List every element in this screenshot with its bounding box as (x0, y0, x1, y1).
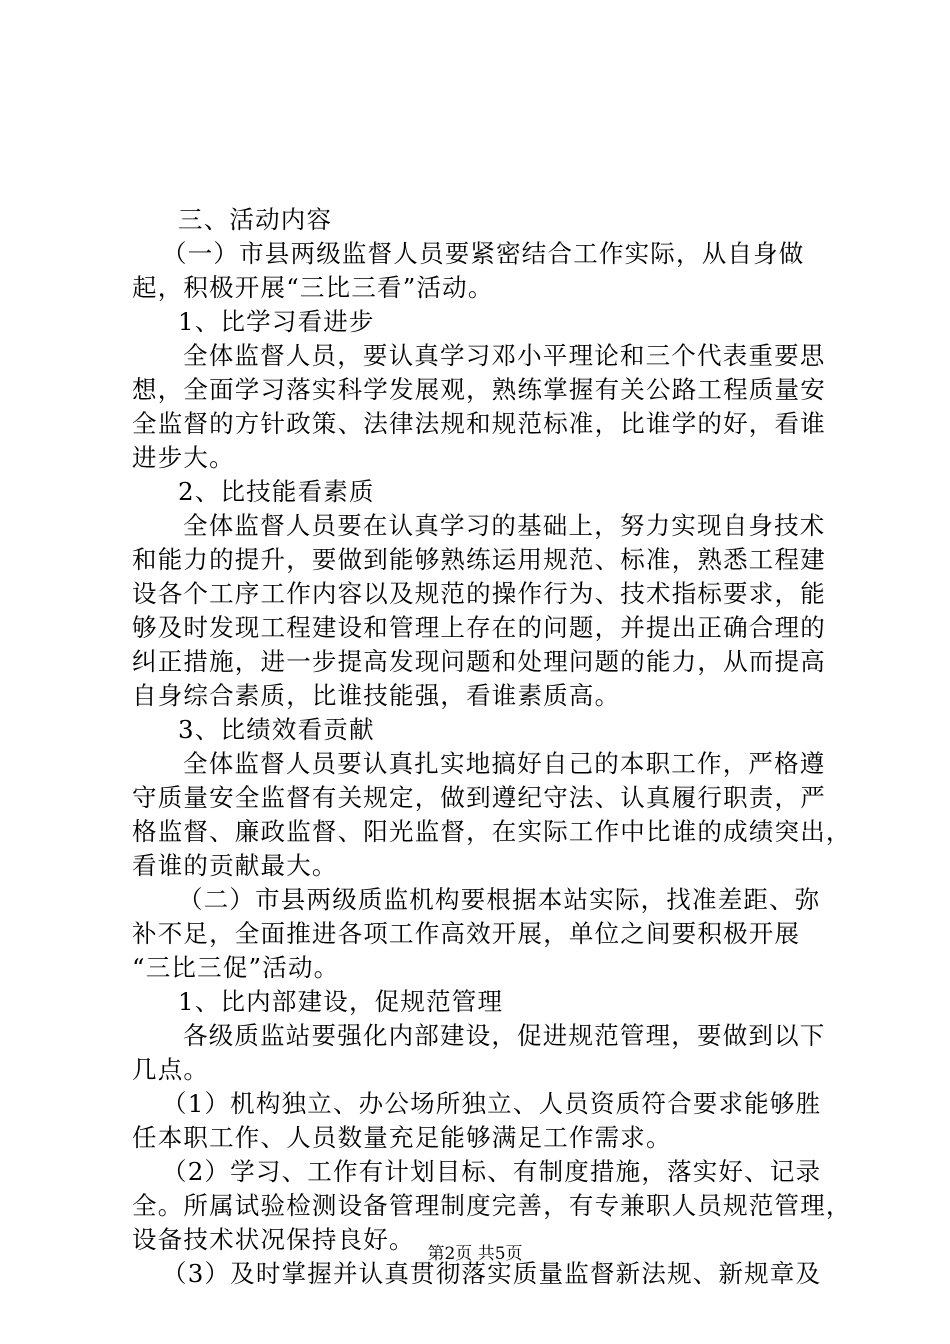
section-heading: 三、活动内容 (178, 205, 333, 234)
paragraph-line: 起，积极开展“三比三看”活动。 (132, 273, 494, 302)
paragraph-line: 自身综合素质，比谁技能强，看谁素质高。 (132, 681, 621, 710)
paragraph-line: “三比三促”活动。 (132, 953, 340, 982)
paragraph-line: 纠正措施，进一步提高发现问题和处理问题的能力，从而提高 (132, 647, 826, 676)
paragraph-line: 进步大。 (132, 443, 235, 472)
paragraph-line: （一）市县两级监督人员要紧密结合工作实际，从自身做 (162, 239, 805, 268)
paragraph-line: 全体监督人员要认真扎实地搞好自己的本职工作，严格遵 (183, 749, 826, 778)
subheading: 3、比绩效看贡献 (178, 715, 375, 744)
page-number-footer: 第2页 共5页 (427, 1244, 523, 1264)
paragraph-line: 设各个工序工作内容以及规范的操作行为、技术指标要求，能 (132, 579, 826, 608)
subheading: 1、比内部建设，促规范管理 (178, 987, 504, 1016)
paragraph-line: 任本职工作、人员数量充足能够满足工作需求。 (132, 1123, 672, 1152)
paragraph-line: （3）及时掌握并认真贯彻落实质量监督新法规、新规章及 (162, 1259, 822, 1288)
paragraph-line: 设备技术状况保持良好。 (132, 1225, 415, 1254)
subheading: 1、比学习看进步 (178, 307, 375, 336)
paragraph-line: 看谁的贡献最大。 (132, 851, 338, 880)
paragraph-line: 想，全面学习落实科学发展观，熟练掌握有关公路工程质量安 (132, 375, 826, 404)
paragraph-line: 全。所属试验检测设备管理制度完善，有专兼职人员规范管理， (132, 1191, 852, 1220)
paragraph-line: 守质量安全监督有关规定，做到遵纪守法、认真履行职责，严 (132, 783, 826, 812)
paragraph-line: （二）市县两级质监机构要根据本站实际，找准差距、弥 (178, 885, 821, 914)
paragraph-line: 全监督的方针政策、法律法规和规范标准，比谁学的好，看谁 (132, 409, 826, 438)
paragraph-line: 几点。 (132, 1055, 210, 1084)
paragraph-line: 各级质监站要强化内部建设，促进规范管理，要做到以下 (183, 1021, 826, 1050)
paragraph-line: 够及时发现工程建设和管理上存在的问题，并提出正确合理的 (132, 613, 826, 642)
paragraph-line: 全体监督人员，要认真学习邓小平理论和三个代表重要思 (183, 341, 826, 370)
subheading: 2、比技能看素质 (178, 477, 375, 506)
paragraph-line: 和能力的提升，要做到能够熟练运用规范、标准，熟悉工程建 (132, 545, 826, 574)
paragraph-line: 格监督、廉政监督、阳光监督，在实际工作中比谁的成绩突出， (132, 817, 852, 846)
paragraph-line: 补不足，全面推进各项工作高效开展，单位之间要积极开展 (132, 919, 801, 948)
paragraph-line: （1）机构独立、办公场所独立、人员资质符合要求能够胜 (162, 1089, 822, 1118)
paragraph-line: （2）学习、工作有计划目标、有制度措施，落实好、记录 (162, 1157, 822, 1186)
paragraph-line: 全体监督人员要在认真学习的基础上，努力实现自身技术 (183, 511, 826, 540)
